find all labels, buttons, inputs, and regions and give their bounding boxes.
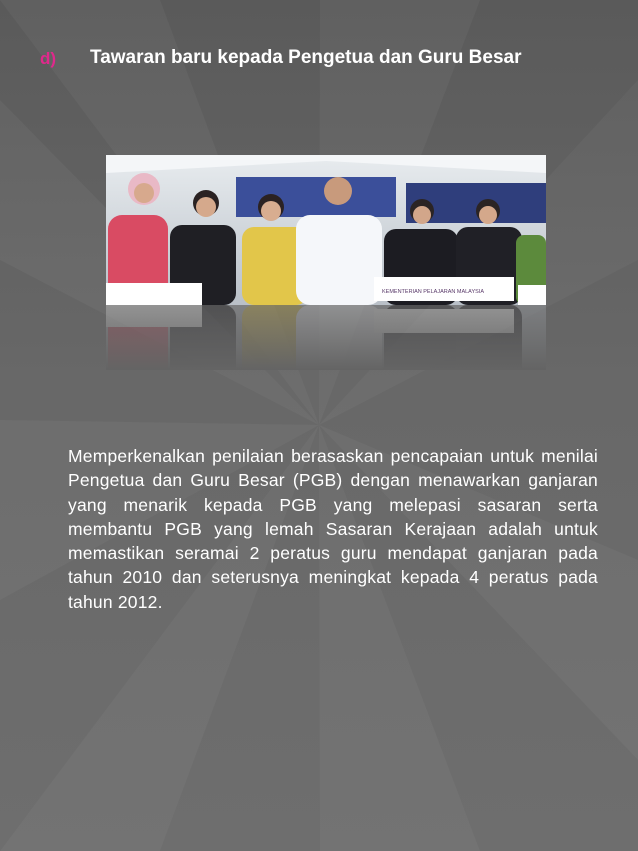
body-paragraph: Memperkenalkan penilaian berasaskan pencapaian untuk menilai Pengetua dan Guru Besar (PGB) dengan menawarkan ganjaran yang menarik kepada PGB yang melepasi sasaran serta membantu PGB yang lemah Sasaran Kerajaan adalah untuk memastikan seramai 2 peratus guru mendapat ganjaran pada tahun 2010 dan seterusnya meningkat kepada 4 peratus pada tahun 2012.	[68, 446, 598, 612]
banner-text: KEMENTERIAN PELAJARAN MALAYSIA	[382, 289, 484, 295]
group-photo	[106, 155, 546, 305]
photo-container	[106, 155, 546, 370]
photo-reflection	[106, 305, 546, 370]
list-marker: d)	[40, 49, 57, 68]
slide-title: Tawaran baru kepada Pengetua dan Guru Besar	[90, 47, 522, 68]
